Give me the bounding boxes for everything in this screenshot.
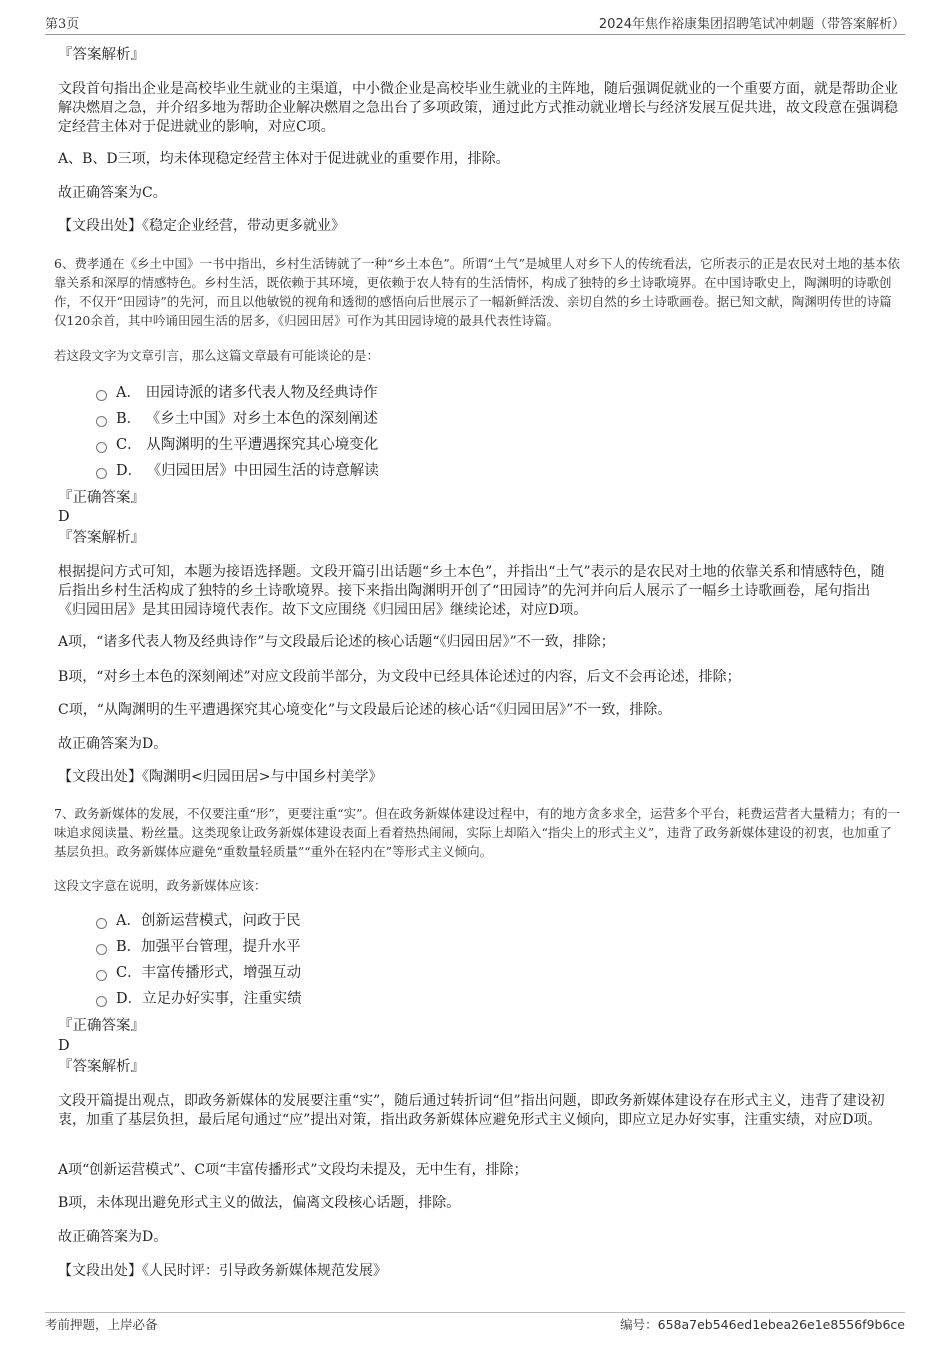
q7-option-c[interactable]: C．丰富传播形式，增强互动 bbox=[96, 963, 301, 983]
q7-b-note: B项，未体现出避免形式主义的做法，偏离文段核心话题，排除。 bbox=[58, 1195, 461, 1211]
q6-question: 若这段文字为文章引言，那么这篇文章最有可能谈论的是： bbox=[54, 348, 380, 363]
radio-icon[interactable] bbox=[96, 468, 107, 479]
q7-ac-note: A项“创新运营模式”、C项“丰富传播形式”文段均未提及，无中生有，排除； bbox=[58, 1162, 528, 1178]
page-number: 第3页 bbox=[45, 17, 80, 32]
q7-answer: D bbox=[58, 1038, 70, 1054]
q7-analysis: 文段开篇提出观点，即政务新媒体的发展要注重“实”，随后通过转折词“但”指出问题，即政务新媒体建设存在形式主义，违背了建设初衷，加重了基层负担，最后尾句通过“应”提出对策，指出政务新媒体应避免形式主义倾向，即应立足办好实事，注重实绩，对应D项。 bbox=[58, 1093, 885, 1128]
document-id-label: 编号： bbox=[620, 1317, 658, 1332]
page-header bbox=[45, 14, 905, 35]
q7-analysis-label: 『答案解析』 bbox=[58, 1059, 145, 1075]
radio-icon[interactable] bbox=[96, 944, 107, 955]
q5-conclusion: 故正确答案为C。 bbox=[58, 185, 167, 201]
q6-option-c[interactable]: C． 从陶渊明的生平遭遇探究其心境变化 bbox=[96, 435, 378, 455]
q6-passage: 6、费孝通在《乡土中国》一书中指出，乡村生活铸就了一种“乡土本色”。所谓“土气”是城里人对乡下人的传统看法，它所表示的正是农民对土地的基本依靠关系和深厚的情感特色。乡村生活，既依赖于其环境，更依赖于农人特有的生活情怀，构成了独特的乡土诗歌境界。在中国诗歌史上，陶渊明的诗歌创作，不仅开“田园诗”的先河，而且以他敏锐的视角和透彻的感悟向后世展示了一幅新鲜活泼、亲切自然的乡土诗歌画卷。据已知文献，陶渊明传世的诗篇仅120余首，其中吟诵田园生活的居多，《归园田居》可作为其田园诗境的最具代表性诗篇。 bbox=[54, 256, 901, 328]
document-id-value: 658a7eb546ed1ebea26e1e8556f9b6ce bbox=[657, 1317, 905, 1332]
q7-option-a[interactable]: A．创新运营模式，问政于民 bbox=[96, 911, 300, 931]
q6-option-b[interactable]: B． 《乡土中国》对乡土本色的深刻阐述 bbox=[96, 409, 378, 429]
footer-slogan: 考前押题，上岸必备 bbox=[45, 1317, 158, 1332]
q6-a-note: A项，“诸多代表人物及经典诗作”与文段最后论述的核心话题“《归园田居》”不一致，排除； bbox=[58, 634, 615, 650]
q7-passage: 7、政务新媒体的发展，不仅要注重“形”，更要注重“实”。但在政务新媒体建设过程中，有的地方贪多求全，运营多个平台，耗费运营者大量精力；有的一味追求阅读量、粉丝量。这类现象让政务新媒体建设表面上看着热热闹闹，实际上却陷入“指尖上的形式主义”，违背了政务新媒体建设的初衷，也加重了基层负担。政务新媒体应避免“重数量轻质量”“重外在轻内在”等形式主义倾向。 bbox=[54, 806, 901, 859]
q5-analysis: 文段首句指出企业是高校毕业生就业的主渠道，中小微企业是高校毕业生就业的主阵地，随后强调促就业的一个重要方面，就是帮助企业解决燃眉之急，并介绍多地为帮助企业解决燃眉之急出台了多项政策，通过此方式推动就业增长与经济发展互促共进，故文段意在强调稳定经营主体对于促进就业的影响，对应C项。 bbox=[58, 81, 898, 135]
radio-icon[interactable] bbox=[96, 996, 107, 1007]
document-title: 2024年焦作裕康集团招聘笔试冲刺题（带答案解析） bbox=[598, 17, 905, 32]
q7-source: 【文段出处】《人民时评：引导政务新媒体规范发展》 bbox=[58, 1263, 387, 1279]
q6-analysis: 根据提问方式可知，本题为接语选择题。文段开篇引出话题“乡土本色”，并指出“土气”表示的是农民对土地的依靠关系和情感特色，随后指出乡村生活构成了独特的乡土诗歌境界。接下来指出陶渊明开创了“田园诗”的先河并向后人展示了一幅乡土诗歌画卷，尾句指出《归园田居》是其田园诗境代表作。故下文应围绕《归园田居》继续论述，对应D项。 bbox=[58, 564, 885, 618]
q7-question: 这段文字意在说明，政务新媒体应该： bbox=[54, 878, 267, 893]
q7-option-d[interactable]: D．立足办好实事，注重实绩 bbox=[96, 989, 302, 1009]
q6-conclusion: 故正确答案为D。 bbox=[58, 736, 168, 752]
answer-analysis-label: 『答案解析』 bbox=[58, 47, 145, 63]
document-id bbox=[620, 1315, 905, 1333]
q6-analysis-label: 『答案解析』 bbox=[58, 530, 145, 546]
q6-option-a[interactable]: A． 田园诗派的诸多代表人物及经典诗作 bbox=[96, 383, 378, 403]
q7-conclusion: 故正确答案为D。 bbox=[58, 1229, 168, 1245]
page-footer bbox=[45, 1312, 905, 1333]
q6-correct-label: 『正确答案』 bbox=[58, 490, 145, 506]
q5-exclude: A、B、D三项，均未体现稳定经营主体对于促进就业的重要作用，排除。 bbox=[58, 151, 510, 167]
q6-option-d[interactable]: D． 《归园田居》中田园生活的诗意解读 bbox=[96, 461, 379, 481]
q7-correct-label: 『正确答案』 bbox=[58, 1018, 145, 1034]
radio-icon[interactable] bbox=[96, 970, 107, 981]
q6-c-note: C项，“从陶渊明的生平遭遇探究其心境变化”与文段最后论述的核心话“《归园田居》”不一致，排除。 bbox=[58, 702, 672, 718]
q6-source: 【文段出处】《陶渊明<归园田居>与中国乡村美学》 bbox=[58, 769, 383, 785]
radio-icon[interactable] bbox=[96, 416, 107, 427]
q5-source: 【文段出处】《稳定企业经营，带动更多就业》 bbox=[58, 218, 345, 234]
radio-icon[interactable] bbox=[96, 918, 107, 929]
radio-icon[interactable] bbox=[96, 442, 107, 453]
radio-icon[interactable] bbox=[96, 390, 107, 401]
q6-b-note: B项，“对乡土本色的深刻阐述”对应文段前半部分，为文段中已经具体论述过的内容，后文不会再论述，排除； bbox=[58, 669, 741, 685]
q7-option-b[interactable]: B．加强平台管理，提升水平 bbox=[96, 937, 301, 957]
q6-answer: D bbox=[58, 509, 70, 525]
